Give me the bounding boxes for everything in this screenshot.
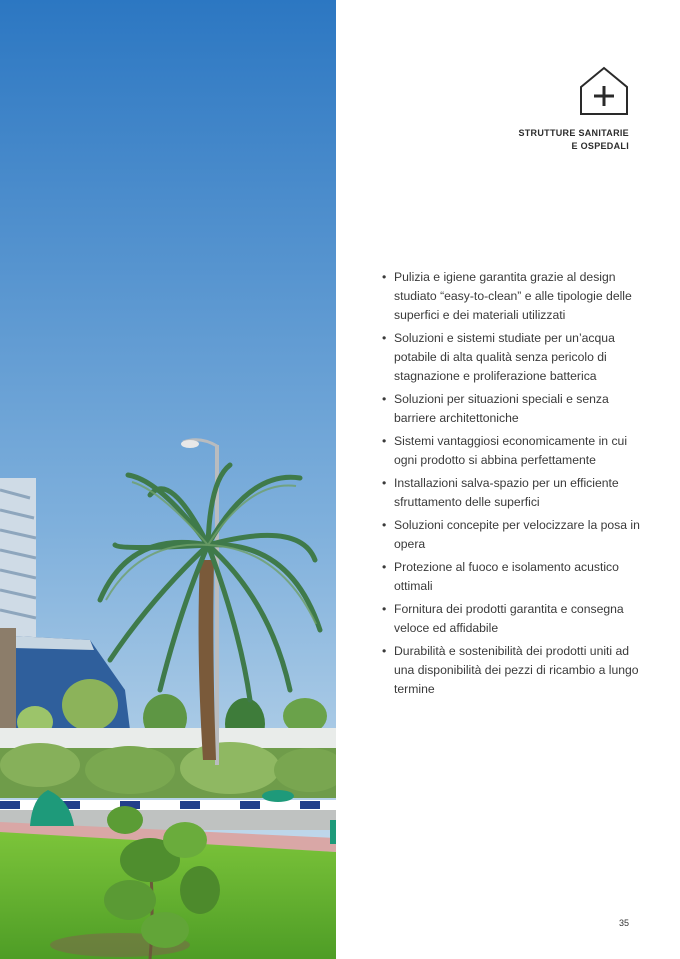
house-plus-icon — [579, 66, 629, 116]
feature-item: • Durabilità e sostenibilità dei prodotti uniti ad una disponibilità dei pezzi di ricambio a lungo termine — [382, 642, 642, 699]
palm-tree-photo — [0, 0, 336, 959]
feature-item: • Soluzioni per situazioni speciali e senza barriere architettoniche — [382, 390, 642, 428]
feature-item: • Sistemi vantaggiosi economicamente in cui ogni prodotto si abbina perfettamente — [382, 432, 642, 470]
feature-item: • Soluzioni concepite per velocizzare la posa in opera — [382, 516, 642, 554]
feature-item: • Protezione al fuoco e isolamento acustico ottimali — [382, 558, 642, 596]
category-title — [518, 127, 629, 153]
feature-item: • Soluzioni e sistemi studiate per un’acqua potabile di alta qualità senza pericolo di stagnazione e proliferazione batterica — [382, 329, 642, 386]
hero-photo — [0, 0, 336, 959]
category-line-2: E OSPEDALI — [571, 141, 629, 151]
feature-item: • Pulizia e igiene garantita grazie al design studiato “easy-to-clean” e alle tipologie delle superfici e dei materiali utilizzati — [382, 268, 642, 325]
feature-list — [382, 268, 642, 703]
hedge-row — [0, 742, 336, 798]
feature-item: • Installazioni salva-spazio per un efficiente sfruttamento delle superfici — [382, 474, 642, 512]
category-line-1: STRUTTURE SANITARIE — [518, 128, 629, 138]
feature-item: • Fornitura dei prodotti garantita e consegna veloce ed affidabile — [382, 600, 642, 638]
text-panel — [336, 0, 680, 959]
page-number: 35 — [618, 918, 629, 928]
